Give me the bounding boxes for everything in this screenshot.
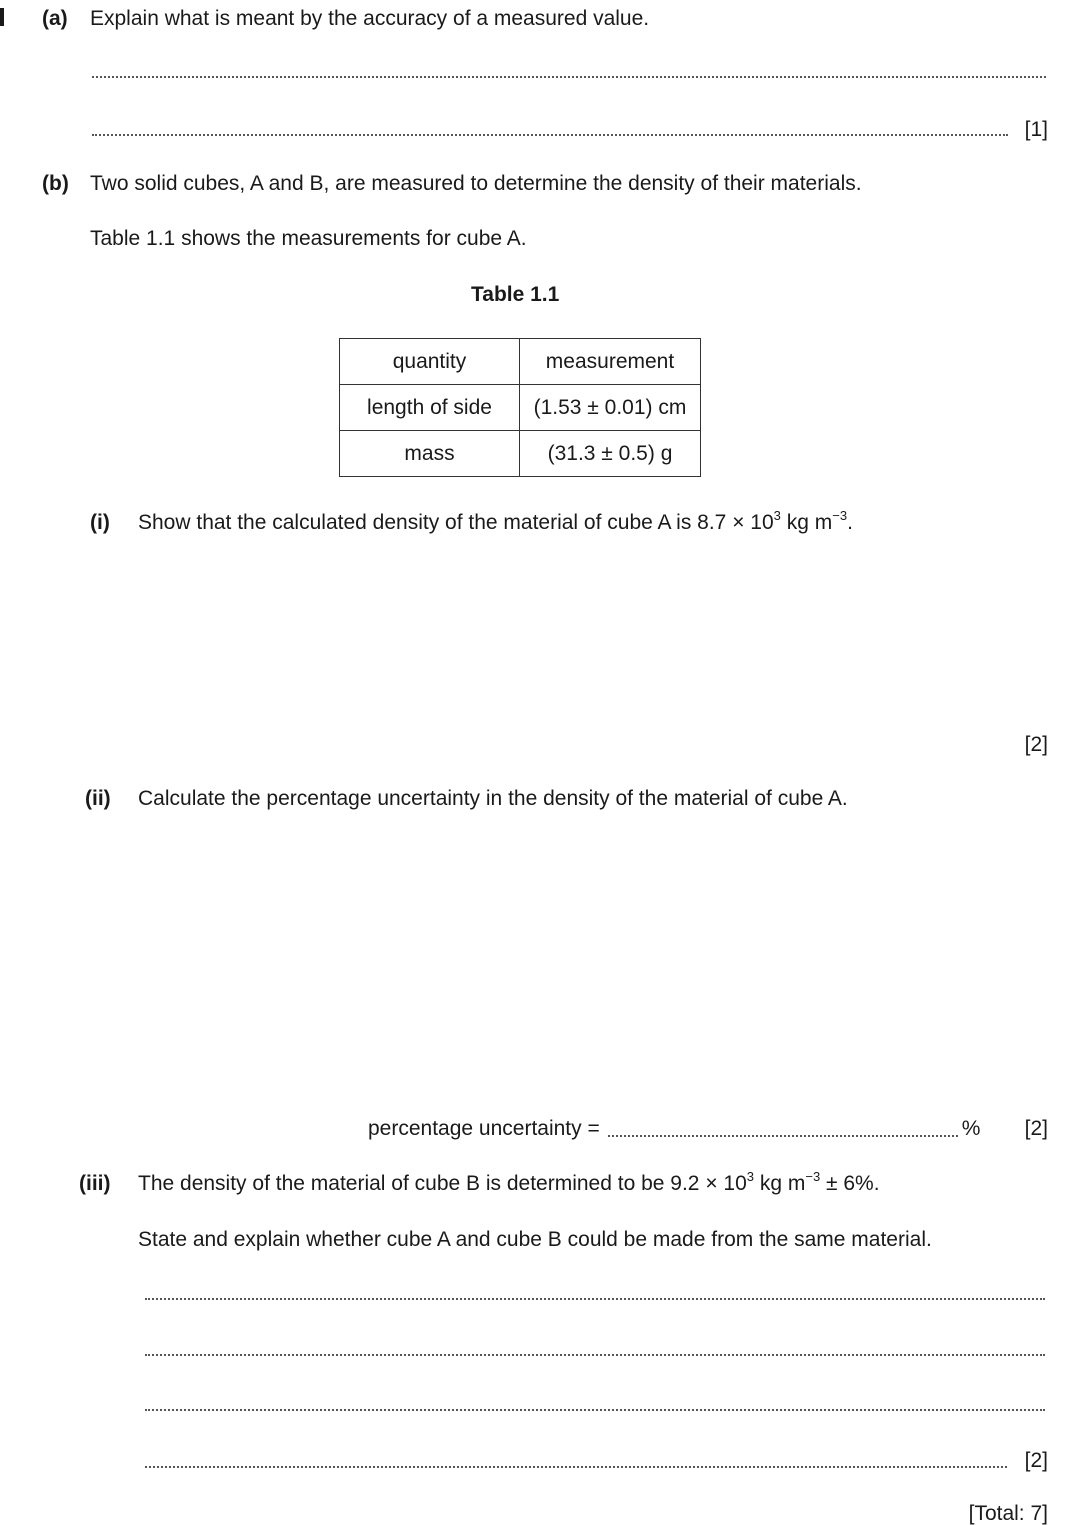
part-i-marks: [2] <box>1024 733 1048 756</box>
part-ii-working-space[interactable] <box>138 835 1038 1095</box>
part-a-question: Explain what is meant by the accuracy of a measured value. <box>90 7 650 30</box>
answer-line-a2[interactable] <box>92 134 1008 136</box>
measurements-table <box>339 338 701 477</box>
part-iii-exponent: 3 <box>746 1169 755 1184</box>
part-iii-marks: [2] <box>1024 1449 1048 1472</box>
answer-unit: % <box>961 1117 981 1140</box>
table-title: Table 1.1 <box>471 283 560 306</box>
answer-line-percentage[interactable] <box>608 1135 958 1137</box>
part-i-unit: kg m <box>780 511 833 534</box>
percentage-answer-row <box>368 1118 980 1139</box>
part-i-question <box>138 508 853 534</box>
table-cell: (31.3 ± 0.5) g <box>520 431 701 477</box>
part-i-working-space[interactable] <box>138 560 1038 710</box>
table-cell: length of side <box>340 385 520 431</box>
table-cell: mass <box>340 431 520 477</box>
part-ii-label: (ii) <box>85 787 111 810</box>
answer-line-iii3[interactable] <box>145 1409 1045 1411</box>
part-iii-label: (iii) <box>79 1172 111 1195</box>
part-i-end: . <box>847 511 853 534</box>
total-marks: [Total: 7] <box>968 1502 1048 1525</box>
table-cell: (1.53 ± 0.01) cm <box>520 385 701 431</box>
table-header-row <box>340 339 701 385</box>
answer-label: percentage uncertainty = <box>368 1117 600 1140</box>
part-i-text: Show that the calculated density of the material of cube A is 8.7 × 10 <box>138 511 774 534</box>
table-row <box>340 431 701 477</box>
part-iii-unit: kg m <box>754 1172 806 1195</box>
question-number-marker <box>0 8 4 26</box>
table-header-cell: measurement <box>520 339 701 385</box>
part-iii-end: ± 6%. <box>820 1172 880 1195</box>
part-a-marks: [1] <box>1024 118 1048 141</box>
part-iii-unit-exponent: −3 <box>805 1169 821 1184</box>
answer-line-iii2[interactable] <box>145 1354 1045 1356</box>
answer-line-iii4[interactable] <box>145 1466 1007 1468</box>
part-b-label: (b) <box>42 172 69 195</box>
part-b-question: Two solid cubes, A and B, are measured to determine the density of their materials. <box>90 172 862 195</box>
part-iii-instruction: State and explain whether cube A and cube B could be made from the same material. <box>138 1228 932 1251</box>
part-i-label: (i) <box>90 511 110 534</box>
part-ii-question: Calculate the percentage uncertainty in the density of the material of cube A. <box>138 787 848 810</box>
table-row <box>340 385 701 431</box>
part-a-label: (a) <box>42 7 68 30</box>
part-iii-text: The density of the material of cube B is determined to be 9.2 × 10 <box>138 1172 747 1195</box>
part-i-unit-exponent: −3 <box>832 508 848 523</box>
table-intro: Table 1.1 shows the measurements for cube A. <box>90 227 527 250</box>
answer-line-iii1[interactable] <box>145 1298 1045 1300</box>
answer-line-a1[interactable] <box>92 76 1046 78</box>
table-header-cell: quantity <box>340 339 520 385</box>
part-i-exponent: 3 <box>773 508 781 523</box>
part-ii-marks: [2] <box>1024 1117 1048 1140</box>
part-iii-question <box>138 1169 880 1195</box>
